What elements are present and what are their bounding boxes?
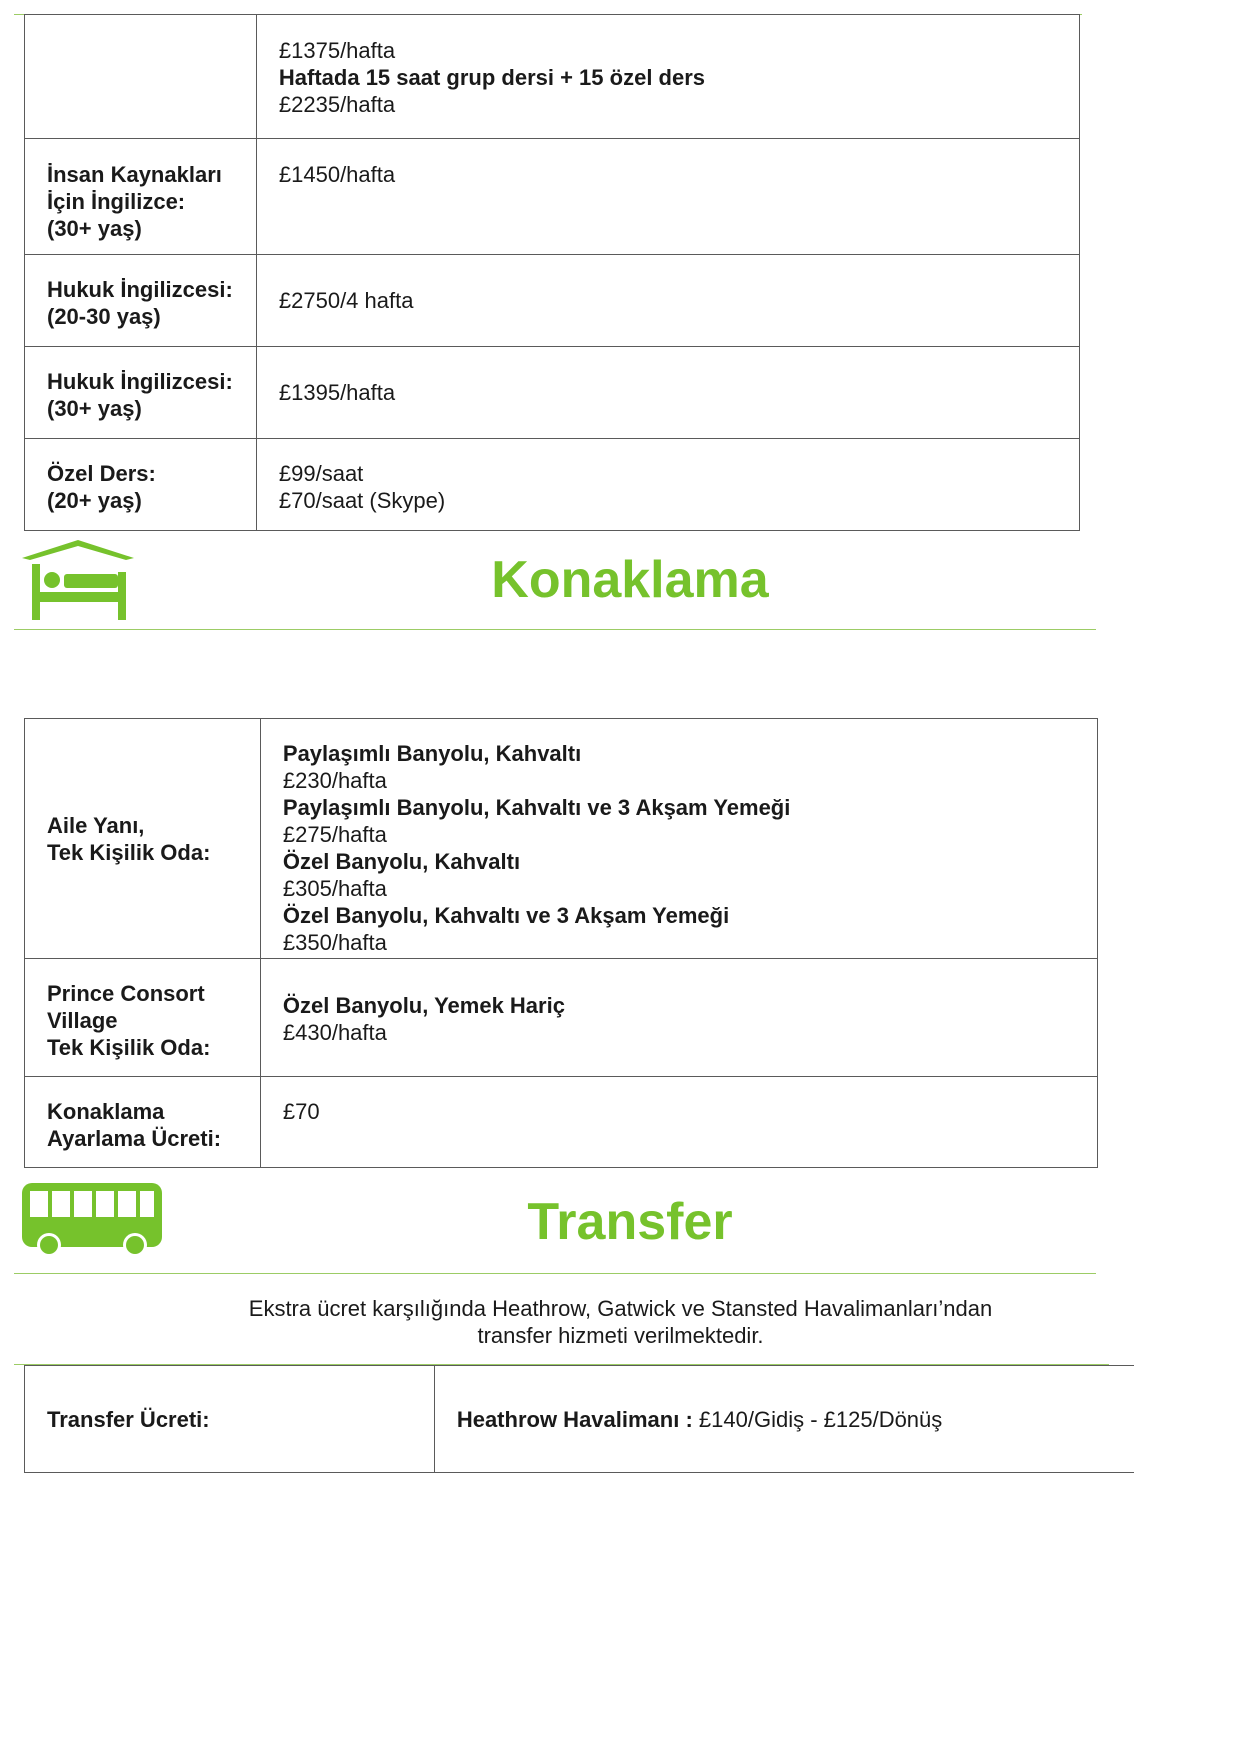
row-value xyxy=(256,255,1079,347)
description-line: Ekstra ücret karşılığında Heathrow, Gatwick ve Stansted Havalimanları’ndan xyxy=(248,1296,993,1321)
label-line: (30+ yaş) xyxy=(47,216,142,241)
transfer-description xyxy=(0,1295,1241,1349)
label-line: Ayarlama Ücreti: xyxy=(47,1126,222,1151)
label-line: Hukuk İngilizcesi: xyxy=(47,277,233,302)
row-label xyxy=(25,255,257,347)
row-value xyxy=(256,439,1079,531)
price-line: £230/hafta xyxy=(282,768,387,793)
accommodation-title: Konaklama xyxy=(491,551,769,609)
label-line: Konaklama xyxy=(47,1099,165,1124)
table-row xyxy=(25,255,1080,347)
row-label xyxy=(25,1077,261,1168)
label-line: (30+ yaş) xyxy=(47,396,142,421)
label-line: Hukuk İngilizcesi: xyxy=(47,369,233,394)
label-line: Prince Consort xyxy=(47,981,205,1006)
price-line: £305/hafta xyxy=(282,876,387,901)
accommodation-divider xyxy=(14,629,1096,630)
accommodation-table xyxy=(24,718,1098,1168)
table-row xyxy=(25,347,1080,439)
row-value xyxy=(256,347,1079,439)
price-line: £275/hafta xyxy=(282,822,387,847)
row-label: Transfer Ücreti: xyxy=(25,1366,435,1473)
room-option: Paylaşımlı Banyolu, Kahvaltı ve 3 Akşam Yemeği xyxy=(282,795,791,820)
label-line: İçin İngilizce: xyxy=(47,189,186,214)
room-option: Özel Banyolu, Kahvaltı xyxy=(282,849,521,874)
course-option-line: Haftada 15 saat grup dersi + 15 özel ders xyxy=(278,65,706,90)
label-line: Aile Yanı, xyxy=(47,812,145,838)
row-label xyxy=(25,439,257,531)
row-label xyxy=(25,959,261,1077)
price-line: £1375/hafta xyxy=(278,38,396,63)
price-line: £2235/hafta xyxy=(278,92,396,117)
transfer-title: Transfer xyxy=(527,1193,733,1251)
row-value xyxy=(260,719,1097,959)
description-line: transfer hizmeti verilmektedir. xyxy=(477,1323,764,1348)
transfer-price: £140/Gidiş - £125/Dönüş xyxy=(698,1406,943,1432)
row-label xyxy=(25,719,261,959)
price-line: £1395/hafta xyxy=(278,380,396,405)
bus-icon xyxy=(22,1183,164,1259)
price-line: £1450/hafta xyxy=(278,162,396,187)
transfer-divider xyxy=(14,1273,1096,1274)
table-row xyxy=(25,139,1080,255)
airport-name: Heathrow Havalimanı : xyxy=(456,1406,693,1432)
table-row xyxy=(25,959,1098,1077)
label-line: (20-30 yaş) xyxy=(47,304,161,329)
row-label xyxy=(25,347,257,439)
label-line: Tek Kişilik Oda: xyxy=(47,1035,211,1060)
label-line: Village xyxy=(47,1008,118,1033)
room-option: Özel Banyolu, Yemek Hariç xyxy=(282,993,565,1018)
price-line: £2750/4 hafta xyxy=(278,288,414,313)
label-line: Özel Ders: xyxy=(47,461,156,486)
courses-table xyxy=(24,14,1080,531)
label-line: (20+ yaş) xyxy=(47,488,142,513)
price-line: £99/saat xyxy=(278,461,364,486)
row-value xyxy=(260,959,1097,1077)
table-row xyxy=(25,719,1098,959)
transfer-table xyxy=(24,1365,1134,1473)
table-row xyxy=(25,15,1080,139)
price-line: £70/saat (Skype) xyxy=(278,488,446,513)
row-value xyxy=(260,1077,1097,1168)
price-line: £350/hafta xyxy=(282,930,387,955)
table-row xyxy=(25,1077,1098,1168)
price-line: £430/hafta xyxy=(282,1020,387,1045)
row-value xyxy=(256,15,1079,139)
row-value xyxy=(434,1366,1134,1473)
label-line: İnsan Kaynakları xyxy=(47,162,222,187)
row-label xyxy=(25,139,257,255)
room-option: Özel Banyolu, Kahvaltı ve 3 Akşam Yemeği xyxy=(282,903,730,928)
label-line: Tek Kişilik Oda: xyxy=(47,839,211,865)
table-row xyxy=(25,439,1080,531)
row-label xyxy=(25,15,257,139)
row-value xyxy=(256,139,1079,255)
room-option: Paylaşımlı Banyolu, Kahvaltı xyxy=(282,741,582,766)
price-line: £70 xyxy=(282,1099,320,1124)
bed-icon xyxy=(22,540,138,622)
table-row xyxy=(25,1366,1135,1473)
